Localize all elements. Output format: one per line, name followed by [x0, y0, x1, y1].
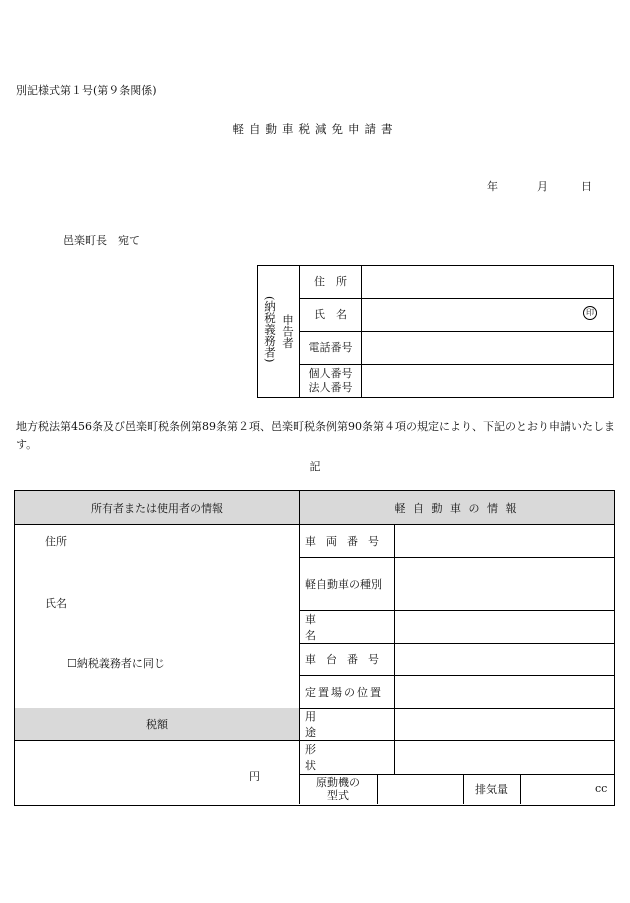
displacement-label: 排気量 [475, 783, 508, 796]
owner-address-label: 住所 [45, 535, 67, 548]
addressee: 邑楽町長 宛て [63, 234, 140, 247]
chassis-number-label: 車台番号 [305, 653, 389, 666]
corporate-number-label: 法人番号 [308, 381, 353, 394]
owner-info-header: 所有者または使用者の情報 [15, 491, 299, 524]
storage-location-label: 定置場の位置 [305, 685, 383, 699]
vehicle-plate-label [299, 524, 394, 557]
applicant-id-row[interactable] [300, 365, 613, 397]
applicant-label: 申告者 [281, 314, 295, 349]
date-day-label: 日 [581, 180, 592, 193]
applicant-phone-row[interactable] [300, 332, 613, 365]
date-year-label: 年 [487, 180, 498, 193]
applicant-box [257, 265, 614, 398]
owner-name-label: 氏名 [45, 597, 67, 610]
personal-number-label: 個人番号 [308, 367, 353, 380]
plate-label-text: 車両番号 [305, 534, 389, 548]
vehicle-info-header: 軽 自 動 車 の 情 報 [299, 491, 614, 524]
shape-label: 形状 [305, 743, 364, 772]
ki-label: 記 [309, 460, 321, 473]
vehicle-kind-label: 軽自動車の種別 [305, 577, 382, 591]
seal-mark: 印 [583, 306, 597, 320]
applicant-name-row[interactable] [300, 299, 613, 332]
cc-unit-label: cc [595, 782, 608, 795]
taxpayer-label: (納税義務者) [263, 296, 277, 363]
engine-type-line1: 原動機の [316, 776, 360, 789]
car-name-label: 車名 [305, 612, 364, 642]
statute-text: 地方税法第456条及び邑楽町税条例第89条第２項、邑楽町税条例第90条第４項の規定により、下記のとおり申請いたします。 [16, 420, 615, 451]
engine-type-line2: 型式 [327, 789, 349, 802]
tax-amount-header: 税額 [15, 708, 299, 740]
date-month-label: 月 [537, 180, 548, 193]
use-label: 用途 [305, 710, 364, 739]
main-table [14, 490, 615, 806]
form-reference: 別記様式第１号(第９条関係) [16, 84, 157, 97]
yen-label: 円 [249, 770, 260, 783]
applicant-side-label [258, 266, 300, 397]
engine-type-label [299, 774, 377, 804]
applicant-phone-label: 電話番号 [300, 332, 362, 364]
applicant-address-row[interactable] [300, 266, 613, 299]
document-title: 軽自動車税減免申請書 [232, 122, 398, 136]
same-as-taxpayer-checkbox[interactable]: ☐納税義務者に同じ [67, 657, 165, 670]
applicant-address-label: 住 所 [300, 266, 362, 298]
applicant-name-label: 氏 名 [300, 299, 362, 331]
applicant-id-label [300, 365, 362, 397]
